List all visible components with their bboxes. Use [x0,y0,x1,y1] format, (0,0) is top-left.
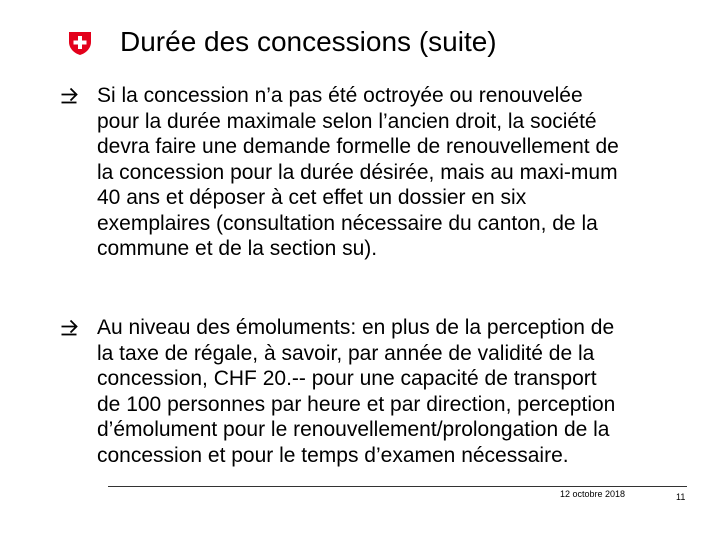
footer-divider [108,486,687,487]
text-line: concession, CHF 20.-- pour une capacité de transport [97,367,597,390]
text-line: 40 ans et déposer à cet effet un dossier en six [97,186,527,209]
text-line: Au niveau des émoluments: en plus de la perception de [97,316,615,339]
slide-title: Durée des concessions (suite) [120,26,497,57]
arrow-bullet-icon [60,85,80,105]
text-line: pour la durée maximale selon l’ancien droit, la société [97,109,597,133]
bullet-text [97,83,619,262]
text-line: exemplaires (consultation nécessaire du canton, de la [97,211,598,235]
text-line: la concession pour la durée désirée, mais au maxi-mum [97,160,618,184]
text-line: Si la concession n’a pas été octroyée ou renouvelée [97,84,583,107]
text-line: devra faire une demande formelle de renouvellement de [97,135,619,158]
swiss-cross-shield-icon [67,30,93,56]
bullet-text [97,315,615,468]
text-line: de 100 personnes par heure et par direction, perception [97,392,616,416]
arrow-bullet-icon [60,317,80,337]
text-line: commune et de la section su). [97,237,378,260]
page-number: 11 [676,492,686,502]
text-line: concession et pour le temps d’examen nécessaire. [97,443,569,467]
text-line: la taxe de régale, à savoir, par année de validité de la [97,341,595,365]
footer-date: 12 octobre 2018 [560,489,626,499]
text-line: d’émolument pour le renouvellement/prolongation de la [97,418,610,441]
